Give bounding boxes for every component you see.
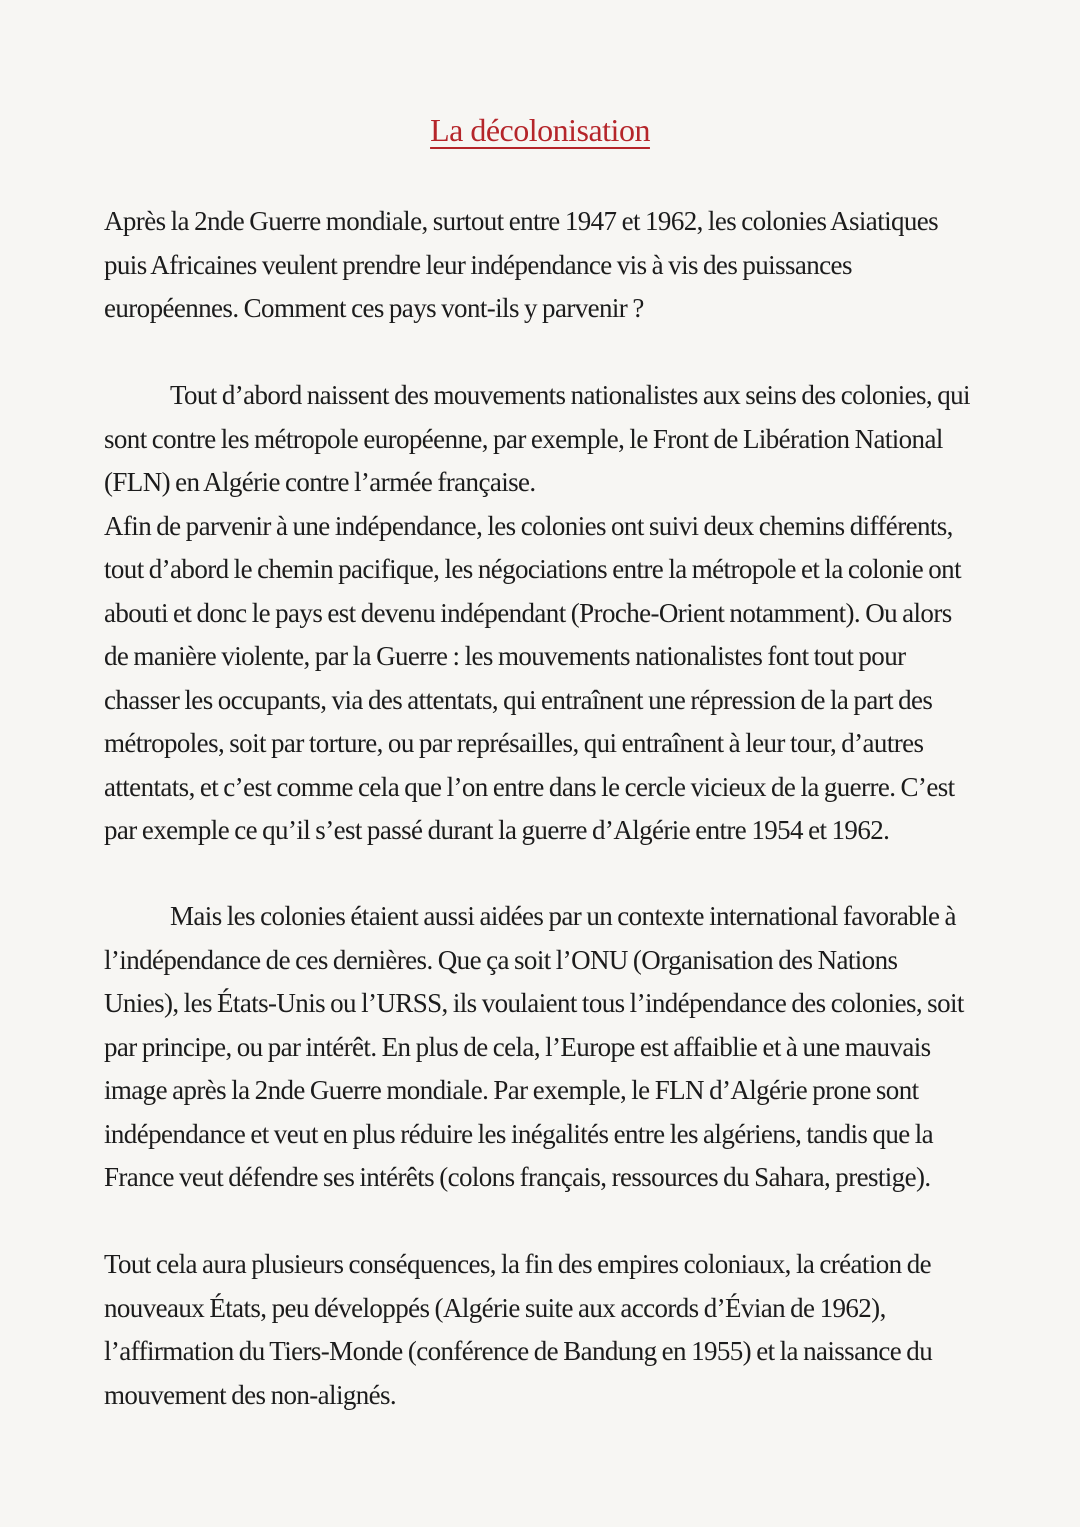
development-block-1 [104, 374, 974, 853]
conclusion-paragraph: Tout cela aura plusieurs conséquences, la fin des empires coloniaux, la création de nouveaux États, peu développés (Algérie suite aux accords d’Évian de 1962), l’affirmation du Tiers-Monde (conférence de Bandung en 1955) et la naissance du mouvement des non-alignés. [104, 1249, 933, 1410]
international-context-paragraph: Mais les colonies étaient aussi aidées par un contexte international favorable à l’indépendance de ces dernières. Que ça soit l’ONU (Organisation des Nations Unies), les États-Unis ou l’URSS, ils voulaient tous l’indépendance des colonies, soit par principe, ou par intérêt. En plus de cela, l’Europe est affaiblie et à une mauvais image après la 2nde Guerre mondiale. Par exemple, le FLN d’Algérie prone sont indépendance et veut en plus réduire les inégalités entre les algériens, tandis que la France veut défendre ses intérêts (colons français, ressources du Sahara, prestige). [104, 901, 964, 1192]
introduction-paragraph: Après la 2nde Guerre mondiale, surtout entre 1947 et 1962, les colonies Asiatiques puis Africaines veulent prendre leur indépendance vis à vis des puissances européennes. Comment ces pays vont-ils y parvenir ? [104, 206, 939, 323]
document-title: La décolonisation [430, 112, 650, 148]
independence-paths-paragraph: Afin de parvenir à une indépendance, les colonies ont suivi deux chemins différents, tout d’abord le chemin pacifique, les négociations entre la métropole et la colonie ont abouti et donc le pays est devenu indépendant (Proche-Orient notamment). Ou alors de manière violente, par la Guerre : les mouvements nationalistes font tout pour chasser les occupants, via des attentats, qui entraînent une répression de la part des métropoles, soit par torture, ou par représailles, qui entraînent à leur tour, d’autres attentats, et c’est comme cela que l’on entre dans le cercle vicieux de la guerre. C’est par exemple ce qu’il s’est passé durant la guerre d’Algérie entre 1954 et 1962. [104, 510, 961, 845]
nationalist-movements-paragraph: Tout d’abord naissent des mouvements nationalistes aux seins des colonies, qui sont contre les métropole européenne, par exemple, le Front de Libération National (FLN) en Algérie contre l’armée française. [104, 380, 970, 497]
